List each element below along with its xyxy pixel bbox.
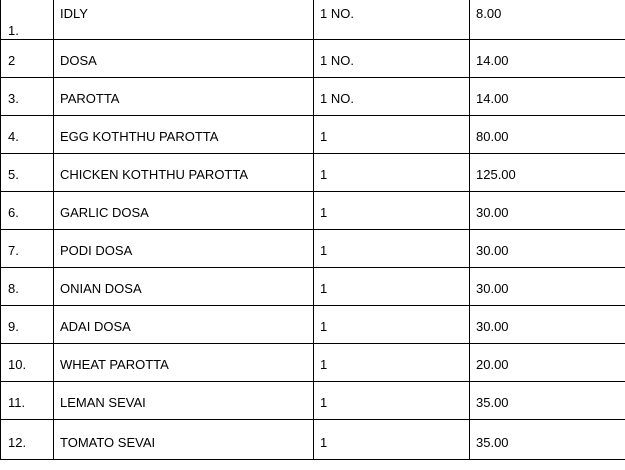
price-cell: 125.00	[470, 153, 625, 191]
price-cell: 30.00	[470, 267, 625, 305]
price-cell: 30.00	[470, 305, 625, 343]
price-cell: 20.00	[470, 343, 625, 381]
table-row	[1, 153, 625, 191]
quantity-cell: 1	[314, 267, 470, 305]
item-name-cell: ADAI DOSA	[54, 305, 314, 343]
price-cell: 14.00	[470, 77, 625, 115]
table-row	[1, 191, 625, 229]
serial-number-cell: 4.	[1, 115, 54, 153]
serial-number-cell: 2	[1, 39, 54, 77]
quantity-cell: 1	[314, 305, 470, 343]
serial-number-cell: 3.	[1, 77, 54, 115]
quantity-cell: 1	[314, 115, 470, 153]
table-row	[1, 305, 625, 343]
item-name-cell: PAROTTA	[54, 77, 314, 115]
item-name-cell: LEMAN SEVAI	[54, 381, 314, 419]
price-cell: 14.00	[470, 39, 625, 77]
table-row	[1, 0, 625, 39]
quantity-cell: 1 NO.	[314, 39, 470, 77]
item-name-cell: TOMATO SEVAI	[54, 419, 314, 459]
table-row	[1, 419, 625, 459]
item-name-cell: IDLY	[54, 0, 314, 39]
item-name-cell: CHICKEN KOTHTHU PAROTTA	[54, 153, 314, 191]
serial-number-cell: 9.	[1, 305, 54, 343]
quantity-cell: 1	[314, 381, 470, 419]
quantity-cell: 1 NO.	[314, 0, 470, 39]
serial-number-cell: 8.	[1, 267, 54, 305]
item-name-cell: ONIAN DOSA	[54, 267, 314, 305]
menu-table-body	[1, 0, 625, 459]
price-cell: 30.00	[470, 191, 625, 229]
price-cell: 8.00	[470, 0, 625, 39]
serial-number-cell: 6.	[1, 191, 54, 229]
serial-number-cell: 1.	[1, 0, 54, 39]
table-row	[1, 77, 625, 115]
quantity-cell: 1 NO.	[314, 77, 470, 115]
serial-number-cell: 11.	[1, 381, 54, 419]
price-cell: 30.00	[470, 229, 625, 267]
quantity-cell: 1	[314, 419, 470, 459]
table-row	[1, 229, 625, 267]
table-row	[1, 115, 625, 153]
item-name-cell: GARLIC DOSA	[54, 191, 314, 229]
price-cell: 35.00	[470, 419, 625, 459]
price-cell: 35.00	[470, 381, 625, 419]
table-row	[1, 381, 625, 419]
quantity-cell: 1	[314, 229, 470, 267]
item-name-cell: WHEAT PAROTTA	[54, 343, 314, 381]
quantity-cell: 1	[314, 343, 470, 381]
serial-number-cell: 10.	[1, 343, 54, 381]
table-row	[1, 343, 625, 381]
serial-number-cell: 5.	[1, 153, 54, 191]
price-cell: 80.00	[470, 115, 625, 153]
item-name-cell: PODI DOSA	[54, 229, 314, 267]
table-row	[1, 39, 625, 77]
serial-number-cell: 12.	[1, 419, 54, 459]
item-name-cell: DOSA	[54, 39, 314, 77]
table-row	[1, 267, 625, 305]
quantity-cell: 1	[314, 153, 470, 191]
serial-number-cell: 7.	[1, 229, 54, 267]
quantity-cell: 1	[314, 191, 470, 229]
item-name-cell: EGG KOTHTHU PAROTTA	[54, 115, 314, 153]
